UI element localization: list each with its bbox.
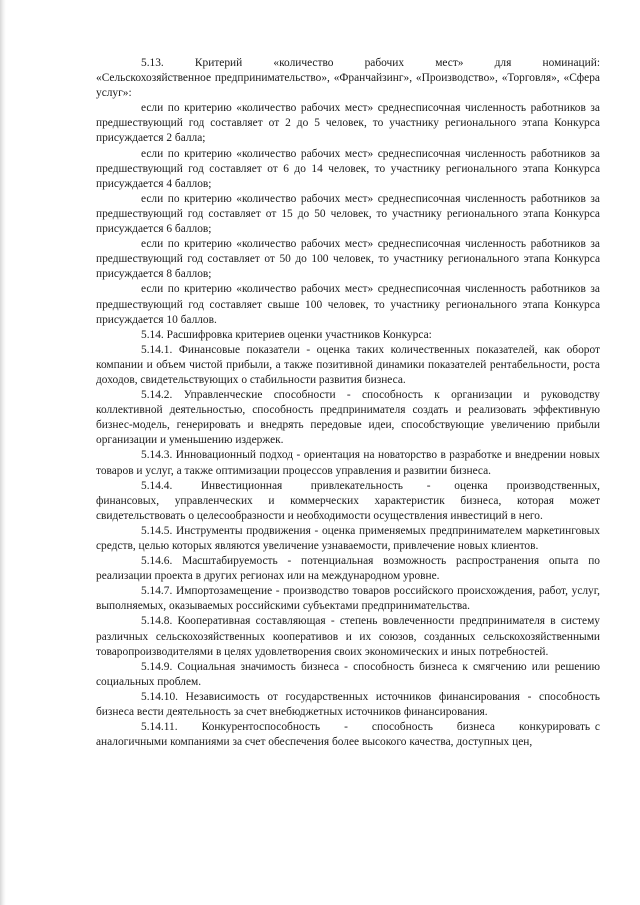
paragraph-5-14-5: 5.14.5. Инструменты продвижения - оценка применяемых предпринимателем маркетинговых средств, целью которых являются увеличение узнаваемости, привлечение новых клиентов. bbox=[96, 524, 600, 552]
paragraph-5-14-3: 5.14.3. Инновационный подход - ориентация на новаторство в разработке и внедрении новых товаров и услуг, а также оптимизации процессов управления и развитии бизнеса. bbox=[96, 449, 600, 477]
criterion-6-points: если по критерию «количество рабочих мест» среднесписочная численность работников за предшествующий год составляет от 15 до 50 человек, то участнику регионального этапа Конкурса присуждается 6 баллов; bbox=[96, 192, 600, 236]
paragraph-5-14-6: 5.14.6. Масштабируемость - потенциальная возможность распространения опыта по реализации проекта в других регионах или на международном уровне. bbox=[96, 555, 600, 583]
criterion-2-points: если по критерию «количество рабочих мест» среднесписочная численность работников за предшествующий год составляет от 2 до 5 человек, то участнику регионального этапа Конкурса присуждается 2 балла; bbox=[96, 102, 600, 145]
paragraph-5-14-2: 5.14.2. Управленческие способности - способность к организации и руководству коллективной деятельностью, способность предпринимателя создать и реализовать эффективную бизнес-модель, генерировать и внедрять передовые идеи, способствующие увеличению прибыли организации и уменьшению издержек. bbox=[96, 389, 600, 447]
criterion-8-points: если по критерию «количество рабочих мест» среднесписочная численность работников за предшествующий год составляет от 50 до 100 человек, то участнику регионального этапа Конкурса присуждается 8 баллов; bbox=[96, 238, 600, 281]
paragraph-5-14-10: 5.14.10. Независимость от государственных источников финансирования - способность бизнеса вести деятельность за счет внебюджетных источников финансирования. bbox=[96, 690, 600, 719]
criterion-10-points: если по критерию «количество рабочих мест» среднесписочная численность работников за предшествующий год составляет свыше 100 человек, то участнику регионального этапа Конкурса присуждается 10 баллов. bbox=[96, 283, 600, 326]
paragraph-5-14: 5.14. Расшифровка критериев оценки участников Конкурса: bbox=[141, 328, 432, 341]
scan-edge-shadow bbox=[0, 0, 6, 905]
paragraph-5-14-4: 5.14.4. Инвестиционная привлекательность - оценка производственных, финансовых, управленческих и коммерческих характеристик бизнеса, которая может свидетельствовать о целесообразности и необходимости осуществления инвестиций в него. bbox=[96, 479, 600, 522]
paragraph-5-14-1: 5.14.1. Финансовые показатели - оценка таких количественных показателей, как оборот компании и объем чистой прибыли, а также позитивной динамики показателей рентабельности, роста доходов, свидетельствующих о стабильности развития бизнеса. bbox=[96, 343, 600, 386]
criterion-4-points: если по критерию «количество рабочих мест» среднесписочная численность работников за предшествующий год составляет от 6 до 14 человек, то участнику регионального этапа Конкурса присуждается 4 баллов; bbox=[96, 147, 600, 190]
paragraph-5-14-9: 5.14.9. Социальная значимость бизнеса - способность бизнеса к смягчению или решению социальных проблем. bbox=[96, 660, 600, 688]
document-page bbox=[96, 56, 600, 750]
paragraph-5-14-11: 5.14.11. Конкурентоспособность - способность бизнеса конкурировать с аналогичными компаниями за счет обеспечения более высокого качества, доступных цен, bbox=[96, 721, 600, 749]
paragraph-5-14-7: 5.14.7. Импортозамещение - производство товаров российского происхождения, работ, услуг, выполняемых, оказываемых российскими субъектами предпринимательства. bbox=[96, 585, 600, 613]
paragraph-5-13: 5.13. Критерий «количество рабочих мест» для номинаций: «Сельскохозяйственное предпринимательство», «Франчайзинг», «Производство», «Торговля», «Сфера услуг»: bbox=[96, 57, 600, 100]
paragraph-5-14-8: 5.14.8. Кооперативная составляющая - степень вовлеченности предпринимателя в систему различных сельскохозяйственных кооперативов и их союзов, созданных сельскохозяйственными товаропроизводителями в целях удовлетворения своих экономических и иных потребностей. bbox=[96, 615, 600, 658]
